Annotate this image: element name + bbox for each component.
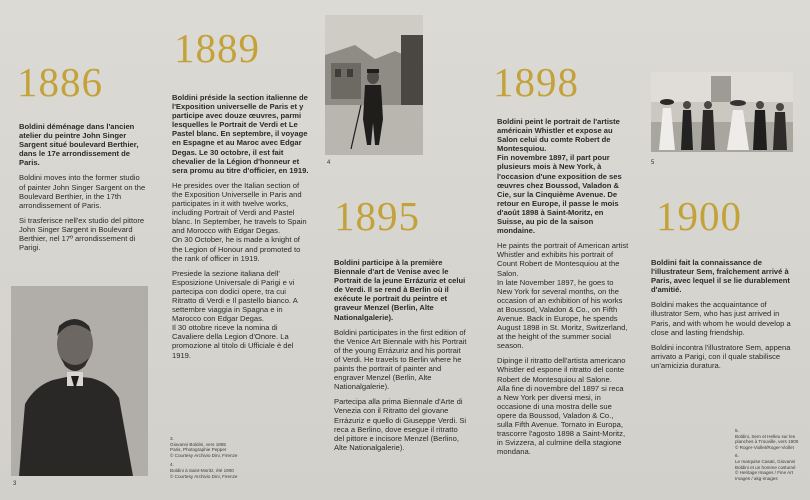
text-1895-fr: Boldini participe à la première Biennale d'art de Venise avec le Portrait de la jeune Errázuriz et celui de Verdi. Il se rend à Berlin où il exécute le portrait du peintre et graveur Menzel (Berlin, Alte Nationalgalerie).	[334, 258, 466, 322]
text-1889	[172, 93, 310, 366]
text-1886	[19, 122, 147, 258]
text-1889-fr: Boldini préside la section italienne de l'Exposition universelle de Paris et y participe avec douze œuvres, parmi lesquelles le Portrait de Verdi et Le Pastel blanc. En septembre, il voyage en Espagne et au Maroc avec Edgar Degas. Le 30 octobre, il est fait chevalier de la Légion d'honneur et sera promu au titre d'officier, en 1919.	[172, 93, 309, 175]
text-1895	[334, 258, 468, 458]
text-1898-fr-2: Fin novembre 1897, il part pour plusieurs mois à New York, à l'occasion d'une exposition de ses œuvres chez Boussod, Valadon & Cie, sur la Cinquième Avenue. De retour en Europe, il passe le mois d'août 1898 à Saint-Moritz, en Suisse, au pic de la saison mondaine.	[497, 153, 622, 236]
text-1889-en-1: He presides over the Italian section of the Exposition Universelle in Paris and participates in it with twelve works, including Portrait of Verdi and Pastel blanc. In September, he travels to Spain and Morocco with Edgar Degas.	[172, 180, 307, 236]
caption-5-6	[735, 428, 803, 481]
year-1900: 1900	[656, 193, 742, 239]
text-1886-fr: Boldini déménage dans l'ancien atelier du peintre John Singer Sargent situé boulevard Berthier, dans le 17e arrondissement de Paris.	[19, 122, 139, 168]
text-1898-en-2: In late November 1897, he goes to New York for several months, on the occasion of an exhibition of his works at Boussod, Valadon & Co., on Fifth Avenue. Back in Europe, he spends August 1898 in St. Moritz, Switzerland, at the height of the summer social season.	[497, 277, 628, 351]
text-1900-en: Boldini makes the acquaintance of illustrator Sem, who has just arrived in Paris, and with whom he would develop a close and lasting friendship.	[651, 300, 791, 337]
text-1889-it-2: Il 30 ottobre riceve la nomina di Cavaliere della Legion d'Onore. La promozione al titolo di Ufficiale è del 1919.	[172, 323, 294, 360]
caption-3-source: Paris, Photographie Pepper	[170, 447, 227, 453]
text-1895-en: Boldini participates in the first edition of the Venice Art Biennale with his Portrait of the young Errázuriz and his portrait of Verdi. He travels to Berlin where he paints the portrait of painter and engraver Menzel (Berlin, Alte Nationalgalerie).	[334, 327, 467, 392]
year-1886: 1886	[17, 59, 103, 105]
caption-5-number: 5.	[735, 428, 739, 433]
photo-number-5: 5	[651, 160, 655, 166]
text-1898-fr-1: Boldini peint le portrait de l'artiste américain Whistler et expose au Salon celui du comte Robert de Montesquiou.	[497, 117, 620, 154]
photo-boldini-saint-moritz	[325, 15, 423, 155]
year-1895: 1895	[334, 193, 420, 239]
text-1900	[651, 258, 793, 376]
text-1898-it-2: Alla fine di novembre del 1897 si reca a New York per diversi mesi, in occasione di una mostra delle sue opere da Boussod, Valadon & Co., sulla Fifth Avenue. Tornato in Europa, trascorre l'agosto 1898 a Saint-Moritz, in Svizzera, al culmine della stagione mondana.	[497, 383, 626, 457]
text-1898-en-1: He paints the portrait of American artist Whistler and exhibits his portrait of Count Robert de Montesquiou at the Salon.	[497, 241, 629, 278]
caption-3-title: Giovanni Boldini, vers 1885	[170, 441, 226, 447]
year-1898: 1898	[493, 59, 579, 105]
text-1898-it-1: Dipinge il ritratto dell'artista americano Whistler ed espone il ritratto del conte Robert de Montesquiou al Salone.	[497, 356, 626, 384]
caption-6-title: Le marquise Casati, Giovanni Boldini et un homme costumé	[735, 458, 796, 470]
photo-number-3: 3	[13, 481, 17, 487]
caption-4-credit: © Courtesy Archivio Dini, Firenze	[170, 473, 238, 479]
photo-boldini-sem-helleu	[651, 72, 793, 152]
caption-4-title: Boldini à Saint-Moritz, été 1900	[170, 467, 234, 473]
text-1889-en-2: On 30 October, he is made a knight of the Legion of Honour and promoted to the rank of officer in 1919.	[172, 235, 301, 263]
caption-5-credit: © Roger-Viollet/Roger-Viollet	[735, 444, 794, 450]
text-1895-it: Partecipa alla prima Biennale d'Arte di Venezia con il Ritratto del giovane Errázuriz e quello di Giuseppe Verdi. Si reca a Berlino, dove esegue il ritratto del pittore e incisore Menzel (Berlino, Alte Nationalgalerie).	[334, 397, 467, 452]
caption-3-4	[170, 436, 290, 479]
caption-5-title: Boldini, Sem et Helleu sur les planches à Trouville, vers 1900	[735, 433, 799, 445]
caption-3-number: 3.	[170, 436, 174, 441]
text-1886-en: Boldini moves into the former studio of painter John Singer Sargent on the Boulevard Berthier, in the 17th arrondissement of Paris.	[19, 173, 146, 210]
text-1889-it-1: Presiede la sezione italiana dell' Esposizione Universale di Parigi e vi partecipa con dodici opere, tra cui Ritratto di Verdi e Il pastello bianco. A settembre viaggia in Spagna e in Marocco con Edgar Degas.	[172, 268, 298, 324]
caption-4-number: 4.	[170, 462, 174, 468]
caption-6-number: 6.	[735, 453, 739, 459]
text-1886-it: Si trasferisce nell'ex studio del pittore John Singer Sargent in Boulevard Berthier, nel 17º arrondissement di Parigi.	[19, 215, 145, 253]
photo-portrait-boldini	[11, 286, 148, 476]
text-1900-it: Boldini incontra l'illustratore Sem, appena arrivato a Parigi, con il quale stabilisce un'amicizia duratura.	[651, 342, 791, 370]
text-1898	[497, 117, 629, 462]
photo-number-4: 4	[327, 160, 331, 166]
year-1889: 1889	[174, 25, 260, 71]
caption-3-credit: © Courtesy Archivio Dini, Firenze	[170, 452, 238, 458]
text-1900-fr: Boldini fait la connaissance de l'illustrateur Sem, fraîchement arrivé à Paris, avec lequel il se lie durablement d'amitié.	[651, 258, 790, 295]
caption-6-credit: © Heritage Images / Fine Art Images / akg-images	[735, 470, 794, 481]
